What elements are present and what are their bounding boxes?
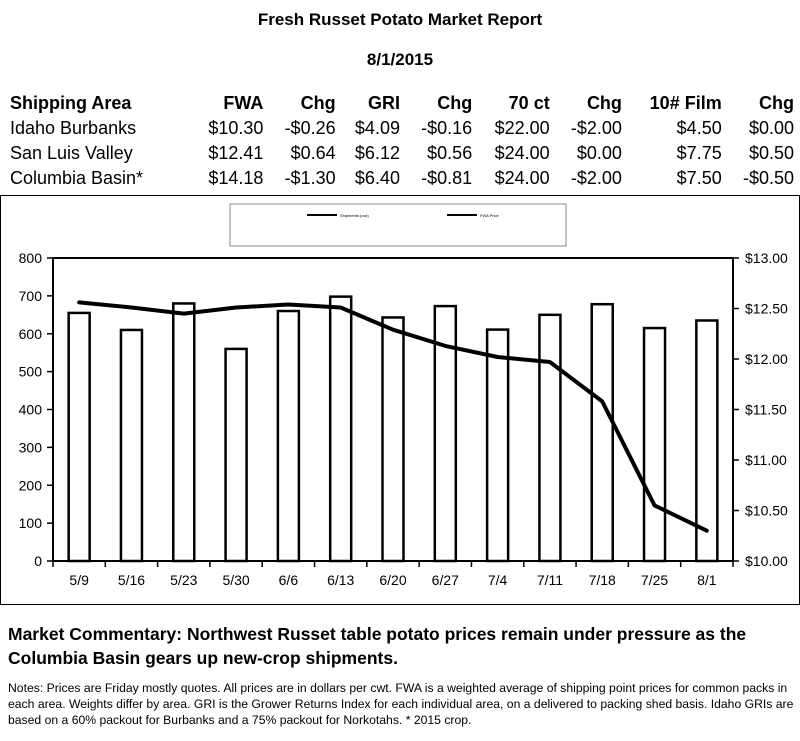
table-cell: $7.75 [676, 143, 722, 163]
table-row [8, 166, 796, 191]
table-cell: -$0.81 [421, 168, 473, 188]
right-tick-label: $12.50 [745, 300, 788, 317]
legend-label: Shipments (cwt) [340, 213, 369, 218]
market-commentary: Market Commentary: Northwest Russet table potato prices remain under pressure as the Columbia Basin gears up new-crop shipments. [8, 624, 747, 668]
shipment-bar [696, 320, 717, 561]
right-tick-label: $11.50 [745, 401, 787, 418]
x-tick-label: 6/20 [379, 572, 407, 588]
table-cell: Columbia Basin* [10, 168, 144, 188]
shipments-price-chart [0, 195, 800, 605]
shipment-bar [226, 349, 247, 561]
chart-legend [230, 204, 566, 246]
table-cell: -$0.16 [421, 118, 473, 138]
report-date: 8/1/2015 [366, 50, 434, 69]
report-notes: Notes: Prices are Friday mostly quotes. All prices are in dollars per cwt. FWA is a weighted average of shipping point prices for common packs in each area. Weights differ by area. GRI is the Grower Returns Index for each individual area, on a delivered to packing shed basis. Idaho GRIs are based on a 60% packout for Burbanks and a 75% packout for Norkotahs. * 2015 crop. [8, 681, 794, 727]
x-tick-label: 5/30 [222, 572, 250, 588]
left-tick-label: 800 [18, 250, 42, 266]
table-cell: Idaho Burbanks [10, 118, 137, 138]
right-tick-label: $10.00 [745, 553, 788, 569]
col-header: Chg [437, 93, 473, 113]
table-cell: $10.30 [208, 118, 264, 138]
shipment-bar [383, 317, 404, 561]
legend-box [230, 204, 566, 246]
x-tick-label: 5/16 [117, 572, 146, 588]
shipment-bar [330, 297, 351, 561]
col-header: Chg [759, 93, 794, 113]
left-tick-label: 300 [18, 439, 42, 456]
left-y-axis [19, 250, 53, 569]
right-tick-label: $10.50 [745, 502, 788, 519]
x-tick-label: 8/1 [697, 572, 717, 588]
shipment-bar [121, 330, 142, 561]
col-header: FWA [223, 93, 264, 113]
left-tick-label: 700 [18, 287, 42, 304]
x-tick-label: 7/18 [588, 572, 616, 588]
table-cell: $6.12 [354, 143, 400, 163]
table-row [8, 141, 796, 166]
table-cell: $0.56 [427, 143, 473, 163]
table-cell: $4.50 [676, 118, 722, 138]
table-cell: $22.00 [494, 118, 550, 138]
table-cell: San Luis Valley [10, 143, 133, 163]
right-y-axis [733, 250, 788, 569]
x-tick-label: 6/6 [278, 572, 299, 588]
shipment-bar [487, 330, 508, 561]
left-tick-label: 100 [18, 515, 42, 532]
table-cell: $24.00 [494, 168, 550, 188]
col-header: GRI [367, 93, 400, 113]
x-tick-label: 7/11 [536, 572, 564, 588]
right-tick-label: $11.00 [745, 452, 787, 468]
left-tick-label: 0 [34, 553, 42, 569]
price-table [8, 91, 796, 191]
col-header: Shipping Area [10, 93, 132, 113]
col-header: Chg [300, 93, 336, 113]
table-cell: $6.40 [354, 168, 400, 188]
col-header: 10# Film [649, 93, 722, 113]
report-title: Fresh Russet Potato Market Report [257, 10, 543, 29]
table-cell: $7.50 [676, 168, 722, 188]
col-header: Chg [586, 93, 622, 113]
left-tick-label: 600 [18, 325, 42, 342]
x-tick-label: 7/25 [640, 572, 669, 588]
left-tick-label: 500 [18, 363, 42, 380]
x-tick-label: 6/13 [327, 572, 355, 588]
table-cell: $12.41 [208, 143, 264, 163]
table-cell: -$0.26 [284, 118, 336, 138]
table-cell: $0.00 [748, 118, 794, 138]
col-header: 70 ct [508, 93, 550, 113]
left-tick-label: 400 [18, 401, 42, 418]
shipment-bars [69, 297, 718, 561]
table-cell: $4.09 [354, 118, 400, 138]
left-tick-label: 200 [18, 477, 42, 494]
table-cell: $0.00 [576, 143, 622, 163]
table-cell: -$0.50 [742, 168, 794, 188]
shipment-bar [173, 303, 194, 561]
shipment-bar [278, 311, 299, 561]
table-cell: -$1.30 [284, 168, 336, 188]
x-tick-label: 6/27 [431, 572, 459, 588]
table-cell: -$2.00 [570, 168, 622, 188]
x-axis [53, 561, 733, 588]
table-cell: $0.64 [290, 143, 336, 163]
price-table-header [8, 91, 796, 116]
right-tick-label: $13.00 [745, 250, 788, 266]
table-cell: $0.50 [748, 143, 794, 163]
table-cell: $24.00 [494, 143, 550, 163]
legend-label: FWA Price [480, 213, 499, 218]
shipment-bar [69, 313, 90, 561]
right-tick-label: $12.00 [745, 351, 788, 367]
x-tick-label: 5/9 [69, 572, 89, 588]
table-cell: $14.18 [208, 168, 264, 188]
shipment-bar [592, 304, 613, 561]
shipment-bar [539, 315, 560, 561]
shipment-bar [644, 328, 665, 561]
table-cell: -$2.00 [570, 118, 622, 138]
x-tick-label: 5/23 [170, 572, 198, 588]
x-tick-label: 7/4 [487, 572, 508, 588]
table-row [8, 116, 796, 141]
